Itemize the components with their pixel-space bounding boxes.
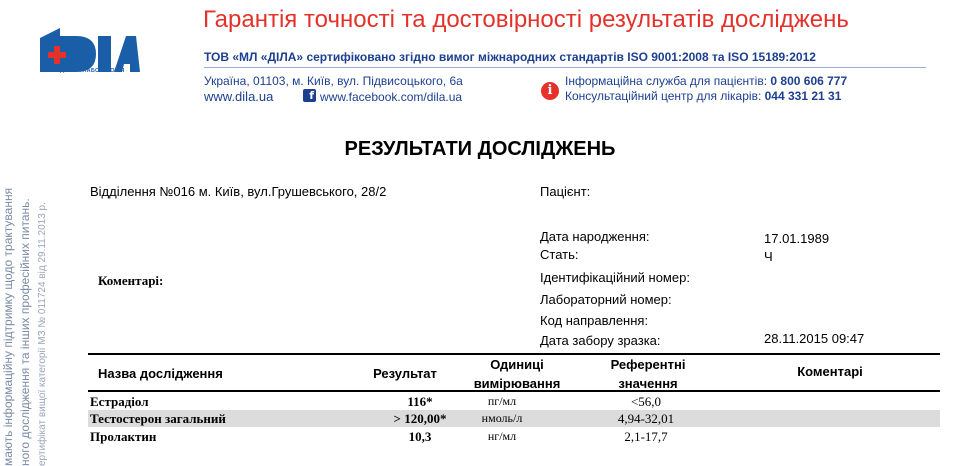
test-unit: нмоль/л <box>481 411 523 425</box>
lab-address: Україна, 01103, м. Київ, вул. Підвисоцького, 6а <box>204 74 463 88</box>
test-unit: нг/мл <box>487 429 517 443</box>
department-address: Відділення №016 м. Київ, вул.Грушевського, 28/2 <box>90 184 387 199</box>
comments-label: Коментарі: <box>98 273 164 288</box>
table-row <box>88 428 940 445</box>
consult-phone[interactable]: 044 331 21 31 <box>764 89 842 103</box>
test-result: > 120,00* <box>393 411 447 426</box>
header-divider <box>204 67 926 68</box>
table-header-rule <box>88 390 940 392</box>
header-units-line1: Одиниці <box>490 357 544 372</box>
certification-text: ТОВ «МЛ «ДІЛА» сертифіковано згідно вимог міжнародних стандартів ISO 9001:2008 та ISO 15189:2012 <box>204 50 816 64</box>
sample-date-label: Дата забору зразка: <box>540 333 661 348</box>
info-label: Інформаційна служба для пацієнтів: <box>565 74 768 88</box>
lab-number-label: Лабораторний номер: <box>540 292 672 307</box>
header-reference-line1: Референтні <box>610 357 686 372</box>
referral-code-label: Код направлення: <box>540 313 649 328</box>
test-reference: 2,1-17,7 <box>624 429 668 444</box>
table-row <box>88 393 940 410</box>
logo-caption: МЕДИЧНА ЛАБОРАТОРІЯ <box>51 68 125 74</box>
facebook-icon: f <box>303 89 316 102</box>
header-test-name: Назва дослідження <box>98 366 223 381</box>
info-phone[interactable]: 0 800 606 777 <box>770 74 848 88</box>
test-reference: <56,0 <box>630 394 662 409</box>
test-unit: пг/мл <box>487 394 517 408</box>
test-result: 10,3 <box>408 429 432 444</box>
sex-value: Ч <box>764 249 773 264</box>
header-comments: Коментарі <box>797 364 863 379</box>
header-units <box>462 357 572 392</box>
test-name: Тестостерон загальний <box>90 411 226 426</box>
doctor-consult-line <box>565 89 841 103</box>
consult-label: Консультаційний центр для лікарів: <box>565 89 762 103</box>
test-reference: 4,94-32,01 <box>617 411 675 426</box>
side-line-1: мають інформаційну підтримку щодо трактування <box>1 187 15 466</box>
test-result: 116* <box>407 394 433 409</box>
id-number-label: Ідентифікаційний номер: <box>540 270 690 285</box>
website-link[interactable]: www.dila.ua <box>204 89 274 104</box>
test-name: Пролактин <box>90 429 157 444</box>
side-line-3: ертифікат вищої категорії МЗ № 011724 від 29.11.2013 р. <box>37 202 48 466</box>
info-icon: i <box>541 82 559 100</box>
birth-date-label: Дата народження: <box>540 229 650 244</box>
side-vertical-text <box>0 150 72 466</box>
header-units-line2: вимірювання <box>473 376 561 391</box>
header-title: Гарантія точності та достовірності результатів досліджень <box>203 6 849 33</box>
side-line-2: ного дослідження та інших професійних питань. <box>18 198 32 466</box>
header-reference-line2: значення <box>618 376 678 391</box>
sex-label: Стать: <box>540 247 579 262</box>
birth-date-value: 17.01.1989 <box>764 231 830 246</box>
patient-label: Пацієнт: <box>540 184 591 199</box>
sample-date-value: 28.11.2015 09:47 <box>764 331 865 346</box>
header-result: Результат <box>373 366 437 381</box>
facebook-link[interactable]: www.facebook.com/dila.ua <box>320 90 463 104</box>
table-top-rule <box>88 353 940 355</box>
header-reference <box>592 357 704 392</box>
patient-info-line <box>565 74 847 88</box>
test-name: Естрадіол <box>90 394 149 409</box>
table-row <box>88 410 940 427</box>
report-title: РЕЗУЛЬТАТИ ДОСЛІДЖЕНЬ <box>344 138 616 160</box>
